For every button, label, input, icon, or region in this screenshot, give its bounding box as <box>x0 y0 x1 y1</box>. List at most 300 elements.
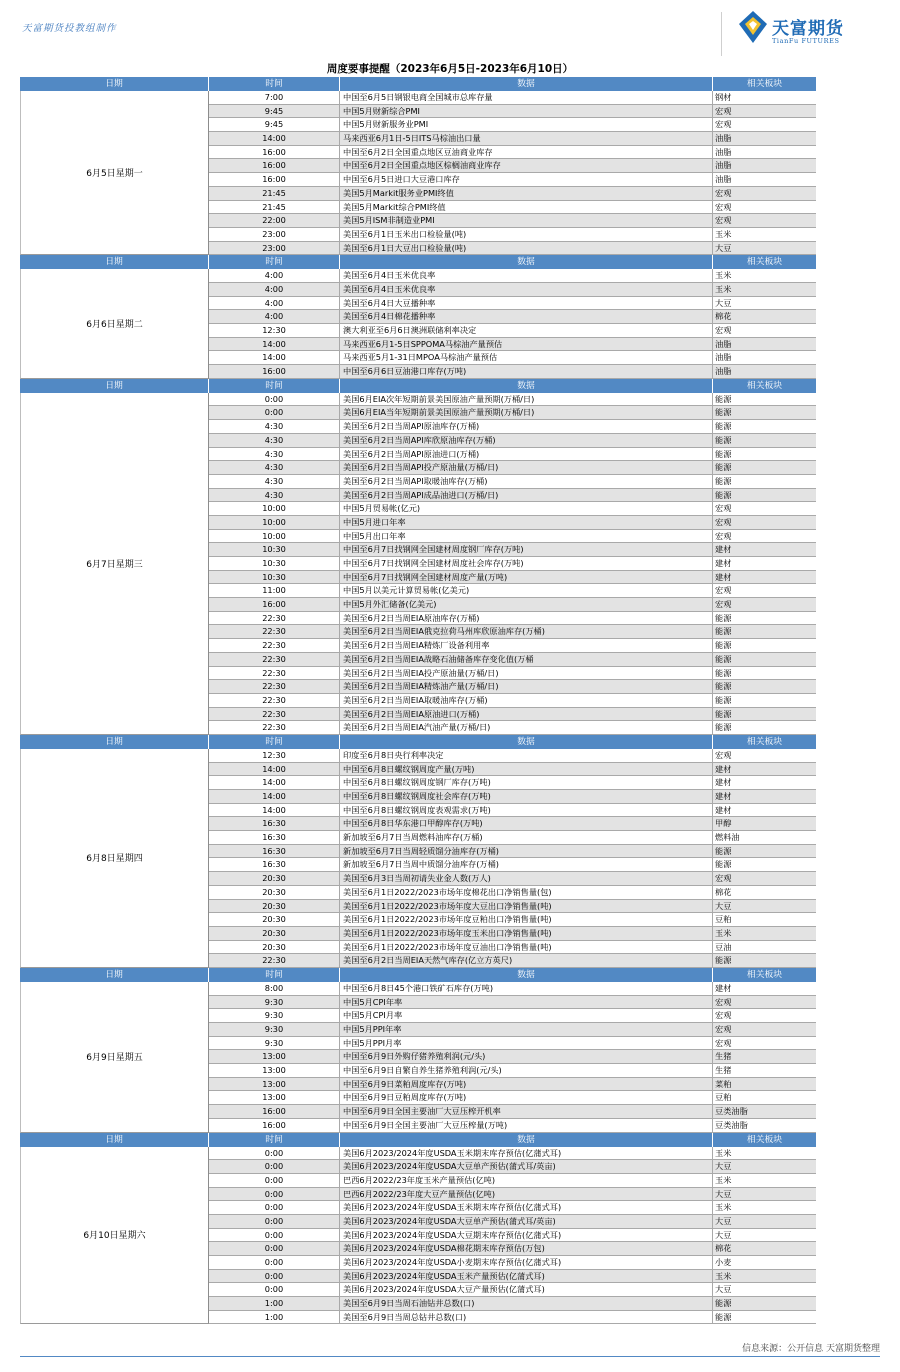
event-sector: 生猪 <box>713 1050 816 1064</box>
event-sector: 燃料油 <box>713 831 816 845</box>
event-name: 美国5月Markit综合PMI终值 <box>340 201 713 215</box>
event-name: 中国5月CPI月率 <box>340 1009 713 1023</box>
event-sector: 豆类油脂 <box>713 1119 816 1133</box>
event-sector: 豆油 <box>713 941 816 955</box>
event-name: 美国至6月1日2022/2023市场年度棉花出口净销售量(包) <box>340 886 713 900</box>
event-sector: 能源 <box>713 434 816 448</box>
event-name: 中国至6月9日自繁自养生猪养殖利润(元/头) <box>340 1064 713 1078</box>
event-name: 美国至6月2日当周API投产原油量(万桶/日) <box>340 461 713 475</box>
event-time: 16:30 <box>209 817 340 831</box>
column-header-row <box>20 255 816 269</box>
event-sector: 宏观 <box>713 1023 816 1037</box>
event-sector: 大豆 <box>713 1160 816 1174</box>
event-time: 20:30 <box>209 913 340 927</box>
event-name: 美国6月2023/2024年度USDA大豆单产预估(蒲式耳/英亩) <box>340 1160 713 1174</box>
event-name: 中国至6月7日找钢网全国建材周度社会库存(万吨) <box>340 557 713 571</box>
event-time: 16:00 <box>209 146 340 160</box>
logo-name: 天富期货 <box>772 19 844 39</box>
event-sector: 能源 <box>713 653 816 667</box>
event-name: 中国5月出口年率 <box>340 530 713 544</box>
day-section <box>20 735 816 968</box>
event-name: 马来西亚6月1日-5日ITS马棕油出口量 <box>340 132 713 146</box>
event-sector: 能源 <box>713 667 816 681</box>
event-time: 0:00 <box>209 1229 340 1243</box>
event-name: 中国至6月8日螺纹钢周度表观需求(万吨) <box>340 804 713 818</box>
event-name: 美国至6月2日当周EIA原油库存(万桶) <box>340 612 713 626</box>
event-sector: 能源 <box>713 858 816 872</box>
event-time: 14:00 <box>209 351 340 365</box>
event-time: 0:00 <box>209 1215 340 1229</box>
event-sector: 能源 <box>713 1297 816 1311</box>
event-time: 10:30 <box>209 543 340 557</box>
column-header-row <box>20 968 816 982</box>
event-sector: 油脂 <box>713 338 816 352</box>
event-time: 4:30 <box>209 461 340 475</box>
event-time: 10:00 <box>209 530 340 544</box>
event-name: 中国5月PPI年率 <box>340 1023 713 1037</box>
event-sector: 油脂 <box>713 159 816 173</box>
event-time: 22:30 <box>209 680 340 694</box>
event-time: 13:00 <box>209 1064 340 1078</box>
event-name: 中国至6月6日豆油港口库存(万吨) <box>340 365 713 379</box>
event-sector: 建材 <box>713 571 816 585</box>
event-time: 0:00 <box>209 1256 340 1270</box>
event-name: 印度至6月8日央行利率决定 <box>340 749 713 763</box>
column-header-row <box>20 735 816 749</box>
event-name: 巴西6月2022/23年度大豆产量预估(亿吨) <box>340 1188 713 1202</box>
event-sector: 玉米 <box>713 269 816 283</box>
event-time: 0:00 <box>209 1283 340 1297</box>
event-name: 中国至6月9日菜粕周度库存(万吨) <box>340 1078 713 1092</box>
event-sector: 能源 <box>713 708 816 722</box>
day-label: 6月7日星期三 <box>20 393 209 735</box>
event-sector: 能源 <box>713 639 816 653</box>
event-name: 新加坡至6月7日当周轻质馏分油库存(万桶) <box>340 845 713 859</box>
event-sector: 玉米 <box>713 283 816 297</box>
event-name: 中国至6月8日螺纹钢周度产量(万吨) <box>340 763 713 777</box>
event-sector: 油脂 <box>713 173 816 187</box>
event-time: 4:30 <box>209 434 340 448</box>
event-sector: 能源 <box>713 612 816 626</box>
event-time: 4:00 <box>209 283 340 297</box>
event-name: 美国至6月2日当周EIA战略石油储备库存变化值(万桶 <box>340 653 713 667</box>
event-time: 22:30 <box>209 708 340 722</box>
event-name: 美国6月2023/2024年度USDA大豆单产预估(蒲式耳/英亩) <box>340 1215 713 1229</box>
event-time: 20:30 <box>209 886 340 900</box>
event-name: 美国至6月1日玉米出口检验量(吨) <box>340 228 713 242</box>
event-time: 4:00 <box>209 310 340 324</box>
event-sector: 豆粕 <box>713 913 816 927</box>
event-name: 中国5月外汇储备(亿美元) <box>340 598 713 612</box>
event-name: 美国至6月4日大豆播种率 <box>340 297 713 311</box>
day-label: 6月5日星期一 <box>20 91 209 255</box>
event-name: 美国至6月3日当周初请失业金人数(万人) <box>340 872 713 886</box>
header-time: 时间 <box>209 968 340 982</box>
event-time: 14:00 <box>209 338 340 352</box>
header-date: 日期 <box>20 379 209 393</box>
event-name: 中国至6月8日螺纹钢周度社会库存(万吨) <box>340 790 713 804</box>
event-time: 22:30 <box>209 625 340 639</box>
event-sector: 能源 <box>713 489 816 503</box>
event-time: 20:30 <box>209 941 340 955</box>
header-sector: 相关板块 <box>746 380 783 391</box>
event-name: 中国至6月9日豆粕周度库存(万吨) <box>340 1091 713 1105</box>
event-time: 4:30 <box>209 475 340 489</box>
header-data: 数据 <box>340 379 713 393</box>
event-time: 14:00 <box>209 804 340 818</box>
event-sector: 宏观 <box>713 1037 816 1051</box>
event-sector: 甲醇 <box>713 817 816 831</box>
event-name: 中国5月财新综合PMI <box>340 105 713 119</box>
event-sector: 能源 <box>713 475 816 489</box>
event-time: 16:00 <box>209 365 340 379</box>
day-section <box>20 379 816 735</box>
header-time: 时间 <box>209 1133 340 1147</box>
day-label: 6月9日星期五 <box>20 982 209 1133</box>
source-note: 信息来源：公开信息 天富期货整理 <box>742 1344 880 1354</box>
event-time: 7:00 <box>209 91 340 105</box>
event-name: 美国至6月4日棉花播种率 <box>340 310 713 324</box>
event-name: 中国至6月9日外购仔猪养殖利润(元/头) <box>340 1050 713 1064</box>
event-sector: 钢材 <box>713 91 816 105</box>
header-time: 时间 <box>209 255 340 269</box>
event-time: 0:00 <box>209 1201 340 1215</box>
event-time: 14:00 <box>209 790 340 804</box>
event-time: 13:00 <box>209 1091 340 1105</box>
event-sector: 宏观 <box>713 516 816 530</box>
event-sector: 宏观 <box>713 584 816 598</box>
event-time: 0:00 <box>209 393 340 407</box>
event-name: 中国至6月2日全国重点地区豆油商业库存 <box>340 146 713 160</box>
event-time: 9:30 <box>209 996 340 1010</box>
event-time: 0:00 <box>209 1147 340 1161</box>
event-name: 美国至6月1日2022/2023市场年度大豆出口净销售量(吨) <box>340 900 713 914</box>
event-sector: 建材 <box>713 776 816 790</box>
event-name: 美国5月ISM非制造业PMI <box>340 214 713 228</box>
event-time: 10:30 <box>209 571 340 585</box>
event-time: 20:30 <box>209 927 340 941</box>
event-sector: 大豆 <box>713 1229 816 1243</box>
event-time: 0:00 <box>209 1188 340 1202</box>
company-logo <box>738 10 848 50</box>
producer-watermark: 天富期货投教组制作 <box>22 23 117 34</box>
event-sector: 玉米 <box>713 228 816 242</box>
event-time: 4:00 <box>209 269 340 283</box>
event-name: 美国至6月2日当周EIA天然气库存(亿立方英尺) <box>340 954 713 968</box>
event-name: 美国至6月2日当周EIA汽油产量(万桶/日) <box>340 721 713 735</box>
header-sector: 相关板块 <box>746 257 783 268</box>
event-time: 4:30 <box>209 448 340 462</box>
event-sector: 生猪 <box>713 1064 816 1078</box>
event-time: 22:30 <box>209 639 340 653</box>
event-name: 中国至6月9日全国主要油厂大豆压榨量(万吨) <box>340 1119 713 1133</box>
weekly-events-table <box>20 77 816 1324</box>
event-sector: 宏观 <box>713 996 816 1010</box>
event-sector: 建材 <box>713 763 816 777</box>
event-time: 22:30 <box>209 653 340 667</box>
header-date: 日期 <box>20 77 209 91</box>
event-sector: 大豆 <box>713 1188 816 1202</box>
event-sector: 油脂 <box>713 365 816 379</box>
header-data: 数据 <box>340 735 713 749</box>
event-time: 16:30 <box>209 845 340 859</box>
event-name: 中国至6月5日钢银电商全国城市总库存量 <box>340 91 713 105</box>
event-name: 中国至6月2日全国重点地区棕榈油商业库存 <box>340 159 713 173</box>
event-name: 美国至6月2日当周EIA精炼厂设备利用率 <box>340 639 713 653</box>
event-time: 14:00 <box>209 132 340 146</box>
header-time: 时间 <box>209 735 340 749</box>
event-name: 中国5月以美元计算贸易帐(亿美元) <box>340 584 713 598</box>
event-sector: 玉米 <box>713 1270 816 1284</box>
event-name: 中国5月贸易帐(亿元) <box>340 502 713 516</box>
event-name: 中国至6月9日全国主要油厂大豆压榨开机率 <box>340 1105 713 1119</box>
header-data: 数据 <box>340 255 713 269</box>
event-time: 20:30 <box>209 900 340 914</box>
event-time: 14:00 <box>209 776 340 790</box>
event-sector: 宏观 <box>713 201 816 215</box>
event-sector: 大豆 <box>713 297 816 311</box>
event-name: 美国至6月9日当周总钻井总数(口) <box>340 1311 713 1325</box>
event-name: 中国至6月8日华东港口甲醇库存(万吨) <box>340 817 713 831</box>
event-name: 美国6月EIA当年短期前景美国原油产量预期(万桶/日) <box>340 406 713 420</box>
event-time: 4:30 <box>209 489 340 503</box>
event-time: 12:30 <box>209 749 340 763</box>
event-sector: 能源 <box>713 1311 816 1325</box>
event-time: 9:30 <box>209 1037 340 1051</box>
event-name: 美国6月2023/2024年度USDA玉米期末库存预估(亿蒲式耳) <box>340 1147 713 1161</box>
event-name: 美国至6月2日当周API取暖油库存(万桶) <box>340 475 713 489</box>
event-time: 22:30 <box>209 667 340 681</box>
event-name: 马来西亚6月1-5日SPPOMA马棕油产量预估 <box>340 338 713 352</box>
event-sector: 能源 <box>713 420 816 434</box>
event-sector: 宏观 <box>713 1009 816 1023</box>
logo-mark-icon <box>738 10 768 44</box>
event-name: 美国至6月4日玉米优良率 <box>340 269 713 283</box>
event-sector: 大豆 <box>713 242 816 256</box>
event-time: 13:00 <box>209 1050 340 1064</box>
event-sector: 棉花 <box>713 1242 816 1256</box>
event-sector: 大豆 <box>713 1283 816 1297</box>
event-name: 中国5月财新服务业PMI <box>340 118 713 132</box>
logo-subtitle: TianFu FUTURES <box>772 37 840 45</box>
event-name: 美国至6月1日大豆出口检验量(吨) <box>340 242 713 256</box>
event-time: 16:00 <box>209 1119 340 1133</box>
event-sector: 能源 <box>713 721 816 735</box>
event-name: 美国至6月1日2022/2023市场年度玉米出口净销售量(吨) <box>340 927 713 941</box>
event-sector: 小麦 <box>713 1256 816 1270</box>
event-name: 美国至6月2日当周EIA投产原油量(万桶/日) <box>340 667 713 681</box>
event-time: 10:00 <box>209 516 340 530</box>
event-time: 1:00 <box>209 1311 340 1325</box>
event-time: 4:00 <box>209 297 340 311</box>
column-header-row <box>20 1133 816 1147</box>
header-sector: 相关板块 <box>746 1134 783 1145</box>
event-name: 美国至6月2日当周EIA取暖油库存(万桶) <box>340 694 713 708</box>
event-sector: 玉米 <box>713 1147 816 1161</box>
event-time: 9:30 <box>209 1023 340 1037</box>
event-time: 8:00 <box>209 982 340 996</box>
event-name: 中国至6月8日螺纹钢周度钢厂库存(万吨) <box>340 776 713 790</box>
event-name: 美国6月2023/2024年度USDA大豆期末库存预估(亿蒲式耳) <box>340 1229 713 1243</box>
day-section <box>20 968 816 1133</box>
event-sector: 宏观 <box>713 105 816 119</box>
event-time: 10:00 <box>209 502 340 516</box>
event-name: 美国至6月2日当周API原油进口(万桶) <box>340 448 713 462</box>
event-sector: 棉花 <box>713 310 816 324</box>
event-name: 美国至6月2日当周API成品油进口(万桶/日) <box>340 489 713 503</box>
event-name: 中国至6月8日45个港口铁矿石库存(万吨) <box>340 982 713 996</box>
event-time: 23:00 <box>209 242 340 256</box>
event-sector: 棉花 <box>713 886 816 900</box>
event-name: 巴西6月2022/23年度玉米产量预估(亿吨) <box>340 1174 713 1188</box>
event-name: 美国至6月2日当周EIA精炼油产量(万桶/日) <box>340 680 713 694</box>
header-data: 数据 <box>340 77 713 91</box>
event-sector: 油脂 <box>713 132 816 146</box>
event-time: 22:00 <box>209 214 340 228</box>
event-name: 美国6月2023/2024年度USDA小麦期末库存预估(亿蒲式耳) <box>340 1256 713 1270</box>
day-section <box>20 77 816 255</box>
footer-divider <box>20 1356 880 1357</box>
event-sector: 能源 <box>713 625 816 639</box>
event-name: 新加坡至6月7日当周燃料油库存(万桶) <box>340 831 713 845</box>
event-sector: 宏观 <box>713 118 816 132</box>
event-name: 美国至6月1日2022/2023市场年度豆油出口净销售量(吨) <box>340 941 713 955</box>
event-time: 13:00 <box>209 1078 340 1092</box>
header-divider <box>721 12 722 56</box>
event-sector: 宏观 <box>713 187 816 201</box>
event-name: 新加坡至6月7日当周中质馏分油库存(万桶) <box>340 858 713 872</box>
event-sector: 能源 <box>713 680 816 694</box>
event-name: 美国6月2023/2024年度USDA玉米期末库存预估(亿蒲式耳) <box>340 1201 713 1215</box>
event-time: 22:30 <box>209 694 340 708</box>
page-title: 周度要事提醒（2023年6月5日-2023年6月10日） <box>326 63 574 75</box>
event-sector: 菜粕 <box>713 1078 816 1092</box>
header-time: 时间 <box>209 77 340 91</box>
column-header-row <box>20 77 816 91</box>
event-sector: 豆粕 <box>713 1091 816 1105</box>
event-name: 美国至6月2日当周EIA原油进口(万桶) <box>340 708 713 722</box>
event-name: 美国至6月2日当周API原油库存(万桶) <box>340 420 713 434</box>
event-name: 中国5月CPI年率 <box>340 996 713 1010</box>
header-date: 日期 <box>20 735 209 749</box>
day-label: 6月10日星期六 <box>20 1147 209 1325</box>
event-name: 中国5月PPI月率 <box>340 1037 713 1051</box>
event-sector: 能源 <box>713 448 816 462</box>
page-header <box>0 0 900 62</box>
event-name: 美国至6月2日当周EIA俄克拉荷马州库欣原油库存(万桶) <box>340 625 713 639</box>
event-sector: 宏观 <box>713 872 816 886</box>
event-time: 0:00 <box>209 1242 340 1256</box>
event-sector: 能源 <box>713 954 816 968</box>
event-sector: 宏观 <box>713 530 816 544</box>
header-data: 数据 <box>340 968 713 982</box>
day-section <box>20 255 816 379</box>
event-sector: 大豆 <box>713 1215 816 1229</box>
event-sector: 玉米 <box>713 1174 816 1188</box>
event-time: 22:30 <box>209 721 340 735</box>
event-time: 16:30 <box>209 858 340 872</box>
event-name: 澳大利亚至6月6日澳洲联储利率决定 <box>340 324 713 338</box>
event-time: 20:30 <box>209 872 340 886</box>
event-name: 美国至6月9日当周石油钻井总数(口) <box>340 1297 713 1311</box>
event-sector: 大豆 <box>713 900 816 914</box>
event-sector: 建材 <box>713 790 816 804</box>
header-date: 日期 <box>20 968 209 982</box>
event-time: 10:30 <box>209 557 340 571</box>
event-name: 美国6月2023/2024年度USDA玉米产量预估(亿蒲式耳) <box>340 1270 713 1284</box>
event-sector: 宏观 <box>713 214 816 228</box>
header-sector: 相关板块 <box>746 79 783 89</box>
event-sector: 建材 <box>713 804 816 818</box>
event-sector: 玉米 <box>713 1201 816 1215</box>
event-sector: 宏观 <box>713 502 816 516</box>
event-sector: 油脂 <box>713 146 816 160</box>
event-name: 美国5月Markit服务业PMI终值 <box>340 187 713 201</box>
event-time: 22:30 <box>209 612 340 626</box>
header-time: 时间 <box>209 379 340 393</box>
event-time: 23:00 <box>209 228 340 242</box>
event-sector: 能源 <box>713 694 816 708</box>
event-sector: 建材 <box>713 557 816 571</box>
header-sector: 相关板块 <box>746 736 783 747</box>
header-data: 数据 <box>340 1133 713 1147</box>
event-name: 中国至6月7日找钢网全国建材周度产量(万吨) <box>340 571 713 585</box>
day-label: 6月8日星期四 <box>20 749 209 968</box>
event-sector: 宏观 <box>713 749 816 763</box>
event-time: 0:00 <box>209 1160 340 1174</box>
event-sector: 能源 <box>713 461 816 475</box>
event-time: 12:30 <box>209 324 340 338</box>
event-name: 中国5月进口年率 <box>340 516 713 530</box>
event-time: 0:00 <box>209 1270 340 1284</box>
event-sector: 宏观 <box>713 598 816 612</box>
event-time: 21:45 <box>209 201 340 215</box>
event-time: 16:00 <box>209 1105 340 1119</box>
event-time: 9:45 <box>209 105 340 119</box>
event-time: 0:00 <box>209 1174 340 1188</box>
event-name: 美国6月2023/2024年度USDA大豆产量预估(亿蒲式耳) <box>340 1283 713 1297</box>
header-date: 日期 <box>20 255 209 269</box>
event-time: 14:00 <box>209 763 340 777</box>
event-time: 16:00 <box>209 598 340 612</box>
event-time: 21:45 <box>209 187 340 201</box>
event-time: 4:30 <box>209 420 340 434</box>
event-name: 美国至6月4日玉米优良率 <box>340 283 713 297</box>
event-time: 11:00 <box>209 584 340 598</box>
header-date: 日期 <box>20 1133 209 1147</box>
event-sector: 宏观 <box>713 324 816 338</box>
event-sector: 豆类油脂 <box>713 1105 816 1119</box>
event-sector: 建材 <box>713 982 816 996</box>
event-name: 美国至6月1日2022/2023市场年度豆粕出口净销售量(吨) <box>340 913 713 927</box>
event-name: 美国至6月2日当周API库欣原油库存(万桶) <box>340 434 713 448</box>
day-section <box>20 1133 816 1325</box>
event-sector: 能源 <box>713 406 816 420</box>
event-time: 9:30 <box>209 1009 340 1023</box>
event-name: 中国至6月7日找钢网全国建材周度钢厂库存(万吨) <box>340 543 713 557</box>
event-time: 9:45 <box>209 118 340 132</box>
event-name: 中国至6月5日进口大豆港口库存 <box>340 173 713 187</box>
event-name: 美国6月2023/2024年度USDA棉花期末库存预估(万包) <box>340 1242 713 1256</box>
event-sector: 玉米 <box>713 927 816 941</box>
event-sector: 能源 <box>713 845 816 859</box>
event-sector: 建材 <box>713 543 816 557</box>
event-time: 22:30 <box>209 954 340 968</box>
header-sector: 相关板块 <box>746 969 783 980</box>
event-time: 0:00 <box>209 406 340 420</box>
day-label: 6月6日星期二 <box>20 269 209 379</box>
event-time: 1:00 <box>209 1297 340 1311</box>
